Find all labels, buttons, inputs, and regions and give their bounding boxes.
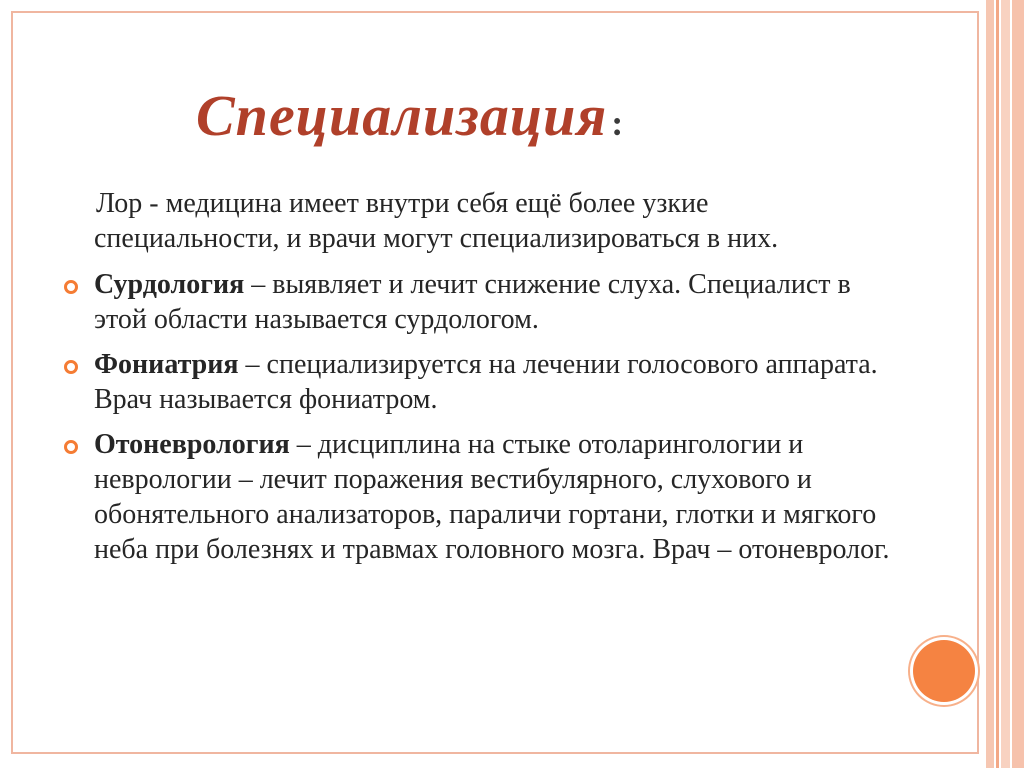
circle-bullet-icon — [64, 360, 78, 374]
slide-title-colon: : — [611, 103, 625, 143]
bullet-term: Фониатрия — [94, 349, 239, 380]
slide-title — [196, 82, 624, 149]
slide-title-text: Специализация — [196, 83, 608, 148]
bullet-term: Отоневрология — [94, 429, 290, 460]
circle-bullet-icon — [64, 280, 78, 294]
bullet-item-phoniatrics — [60, 347, 890, 417]
intro-paragraph: Лор - медицина имеет внутри себя ещё более узкие специальности, и врачи могут специализироваться в них. — [94, 188, 779, 254]
decorative-stripe — [1001, 0, 1010, 768]
circle-bullet-icon — [64, 440, 78, 454]
bullet-text: – дисциплина на стыке отоларингологии и неврологии – лечит поражения вестибулярного, слухового и обонятельного анализаторов, параличи гортани, глотки и мягкого неба при болезнях и травмах головного мозга. Врач – отоневролог. — [94, 429, 890, 565]
decorative-stripe — [986, 0, 994, 768]
bullet-text: – выявляет и лечит снижение слуха. Специалист в этой области называется сурдологом. — [94, 269, 851, 335]
bullet-term: Сурдология — [94, 269, 245, 300]
decorative-stripe — [996, 0, 999, 768]
bullet-item-surdology — [60, 267, 890, 337]
orange-circle-icon — [913, 640, 975, 702]
bullet-item-otoneurology — [60, 427, 890, 567]
decorative-stripe — [1012, 0, 1024, 768]
slide-body — [60, 186, 890, 577]
bullet-text: – специализируется на лечении голосового аппарата. Врач называется фониатром. — [94, 349, 878, 415]
